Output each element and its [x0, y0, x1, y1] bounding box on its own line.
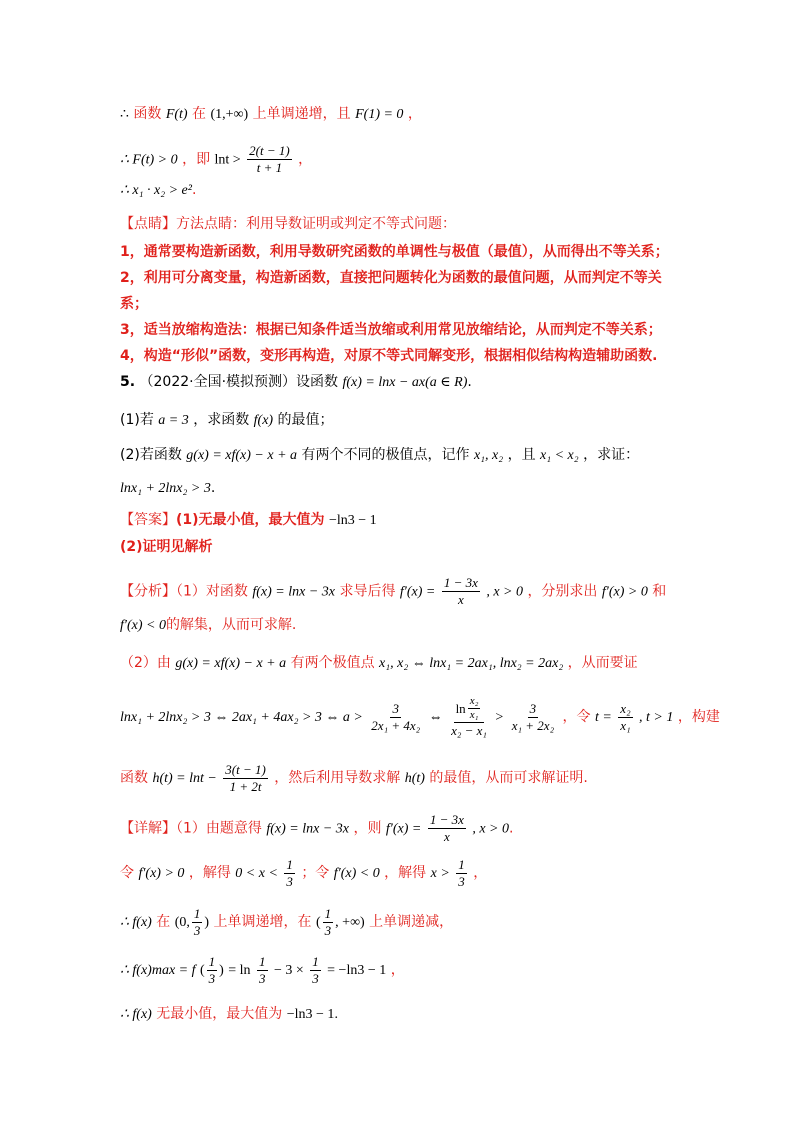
- fraction: [323, 906, 334, 939]
- math: , x > 0: [472, 821, 509, 837]
- denominator: t + 1: [256, 160, 283, 175]
- math: f′(x) > 0: [138, 866, 185, 881]
- math: f′(x) =: [399, 584, 436, 600]
- math: lnx₁ + 2lnx₂ > 3: [120, 481, 211, 496]
- denominator: 3: [324, 922, 332, 938]
- text: 有两个极值点: [290, 655, 375, 671]
- fraction: [428, 812, 466, 845]
- math: f(x) = lnx − 3x: [252, 584, 336, 600]
- numerator: x₂: [620, 700, 631, 716]
- denominator: 3: [312, 970, 319, 986]
- line-2: [120, 143, 312, 176]
- text: ，求函数: [193, 412, 250, 428]
- math: −ln3 − 1: [286, 1007, 335, 1022]
- text: (2)若函数: [120, 447, 182, 463]
- text: 令: [120, 865, 134, 881]
- text: ，令: [562, 709, 591, 725]
- detail-line-2: [120, 856, 487, 891]
- fraction: [284, 857, 295, 890]
- text: ，: [407, 106, 422, 122]
- denominator: 1 + 2t: [229, 778, 262, 794]
- text: 上单调递减，: [369, 914, 454, 930]
- question-5: [120, 372, 472, 393]
- text: ，且: [507, 447, 536, 463]
- answer-line-2: (2)证明见解析: [120, 539, 213, 555]
- analysis-line-1: [120, 575, 666, 608]
- text: ，构建: [677, 709, 720, 725]
- text: 求导后得: [339, 583, 396, 600]
- tip-heading: 【点睛】方法点睛：利用导数证明或判定不等式问题：: [120, 216, 456, 232]
- math: ∴ f(x): [120, 915, 152, 930]
- numerator: 1: [324, 905, 332, 921]
- numerator: [454, 695, 485, 723]
- math: −ln3 − 1: [329, 513, 377, 528]
- math: , +∞): [335, 915, 365, 930]
- numerator: x₂: [469, 695, 479, 707]
- fraction: [247, 143, 292, 176]
- numerator: 2(t − 1): [249, 143, 290, 158]
- math: .: [334, 1007, 338, 1022]
- denominator: 3: [259, 970, 266, 986]
- denominator: x: [443, 829, 450, 844]
- tip-point-1: 1，通常要构造新函数，利用导数研究函数的单调性与极值（最值），从而得出不等关系；: [120, 244, 669, 260]
- tip-point-2-cont: 系；: [120, 296, 148, 312]
- tip-point-3: 3，适当放缩构造法：根据已知条件适当放缩或利用常见放缩结论，从而判定不等关系；: [120, 322, 662, 338]
- math: F(t): [165, 107, 188, 122]
- denominator: x₁ + 2x₂: [511, 717, 555, 733]
- math: (0,: [174, 915, 190, 930]
- fraction: [257, 954, 268, 987]
- text: (1)若: [120, 412, 154, 428]
- text: 的最值，从而可求解证明.: [429, 770, 588, 786]
- math: − 3 ×: [273, 963, 304, 978]
- math: f(x) = lnx − 3x: [266, 821, 350, 837]
- fraction: [510, 701, 556, 734]
- line-3: [120, 180, 196, 201]
- fraction: [618, 701, 632, 734]
- detail-line-1: [120, 812, 513, 845]
- fraction: [468, 695, 481, 722]
- math: ): [204, 915, 210, 930]
- numerator: 1 − 3x: [443, 575, 478, 590]
- text: .: [467, 374, 472, 390]
- math: , x > 0: [486, 584, 523, 600]
- math: >: [495, 710, 504, 725]
- text: ，: [390, 962, 405, 978]
- math: ): [219, 963, 224, 978]
- text: 有两个不同的极值点，记作: [301, 447, 470, 463]
- denominator: 3: [193, 922, 201, 938]
- question-part-1: [120, 410, 334, 431]
- text: 在: [192, 106, 207, 122]
- text: 的最值；: [277, 412, 334, 428]
- math: f′(x) < 0: [120, 618, 166, 633]
- math: ln: [455, 700, 466, 716]
- text: (1)无最小值，最大值为: [176, 512, 325, 528]
- math: x₁ < x₂: [540, 448, 579, 463]
- math: x₁, x₂ ⇔ lnx₁ = 2ax₁, lnx₂ = 2ax₂: [379, 656, 564, 671]
- question-part-2-inequality: [120, 478, 215, 499]
- denominator: x: [457, 592, 464, 607]
- math: = −ln3 − 1: [327, 963, 387, 978]
- text: 函数: [120, 770, 148, 786]
- answer-line-1: [120, 510, 377, 531]
- denominator: 3: [208, 970, 216, 986]
- numerator: 1 − 3x: [429, 812, 464, 827]
- text: 无最小值，最大值为: [156, 1006, 283, 1022]
- denominator: 2x₁ + 4x₂: [371, 717, 421, 733]
- text: ，从而要证: [567, 655, 638, 671]
- denominator: 3: [458, 873, 465, 889]
- text: ，则: [353, 820, 382, 837]
- fraction: [223, 762, 268, 795]
- text: ，: [298, 151, 313, 168]
- math: t =: [595, 710, 612, 725]
- fraction: [442, 575, 480, 608]
- math: f(x) = lnx − ax(a ∈ R): [342, 375, 468, 390]
- denominator: x₁: [620, 717, 631, 733]
- math: ∴ f(x)max = f: [120, 963, 196, 978]
- math: x₁, x₂: [473, 448, 504, 463]
- fraction: [369, 701, 422, 734]
- math: (1,+∞): [210, 107, 249, 122]
- fraction: [207, 954, 218, 987]
- text: ，然后利用导数求解: [274, 770, 401, 786]
- denominator: x₁: [469, 709, 479, 721]
- math: f′(x) < 0: [333, 866, 380, 881]
- text: 【详解】: [120, 820, 176, 837]
- math: 0 < x <: [235, 866, 278, 881]
- text: ，解得: [188, 865, 231, 881]
- text: ，分别求出: [527, 583, 598, 600]
- detail-line-5: [120, 1004, 338, 1025]
- analysis-line-3: [120, 695, 720, 739]
- math: f(x): [253, 413, 274, 428]
- text: ，: [473, 865, 488, 881]
- math: f′(x) > 0: [601, 584, 648, 600]
- math: , t > 1: [639, 710, 674, 725]
- fraction: [192, 906, 203, 939]
- text: （2）由: [120, 655, 171, 671]
- math: x >: [430, 866, 450, 881]
- denominator: x₂ − x₁: [451, 723, 487, 738]
- math: ∴ x₁ · x₂ > e²: [120, 183, 192, 198]
- detail-line-4: [120, 952, 405, 989]
- text: 【分析】: [120, 583, 176, 600]
- math: lnx₁ + 2lnx₂ > 3 ⇔ 2ax₁ + 4ax₂ > 3 ⇔ a >: [120, 710, 363, 725]
- text: 在: [156, 914, 171, 930]
- numerator: 1: [259, 953, 266, 969]
- tip-point-2: 2，利用可分离变量，构造新函数，直接把问题转化为函数的最值问题，从而判定不等关: [120, 270, 662, 286]
- text: ，即: [182, 151, 211, 168]
- math: ∴ f(x): [120, 1007, 152, 1022]
- numerator: 1: [208, 953, 216, 969]
- fraction: [310, 954, 321, 987]
- text: 上单调递增，且: [252, 106, 351, 122]
- fraction: [456, 857, 467, 890]
- math: (: [316, 915, 321, 930]
- math: ⇔: [428, 710, 443, 725]
- denominator: 3: [286, 873, 293, 889]
- text: （1）对函数: [176, 583, 248, 600]
- text: 和: [652, 583, 667, 600]
- question-part-2: [120, 445, 639, 466]
- math: h(t): [404, 771, 425, 786]
- math: (: [199, 963, 205, 978]
- text: 函数: [133, 106, 162, 122]
- analysis-line-1-cont: [120, 615, 296, 636]
- math: ∴ F(t) > 0: [120, 152, 178, 168]
- text: （2022·全国·模拟预测）设函数: [139, 374, 339, 390]
- math: g(x) = xf(x) − x + a: [175, 656, 287, 671]
- text: 的解集，从而可求解.: [165, 617, 297, 633]
- line-1: [120, 104, 422, 125]
- numerator: 1: [458, 856, 465, 872]
- numerator: 1: [193, 905, 201, 921]
- tip-point-4: 4，构造“形似”函数，变形再构造，对原不等式同解变形，根据相似结构构造辅助函数.: [120, 348, 658, 364]
- detail-line-3: [120, 904, 453, 941]
- numerator: 3(t − 1): [225, 761, 266, 777]
- math: = ln: [228, 963, 251, 978]
- therefore-symbol: ∴: [120, 107, 129, 122]
- text: .: [191, 182, 197, 198]
- text: （1）由题意得: [176, 820, 262, 837]
- math: a = 3: [158, 413, 189, 428]
- text: 上单调递增，在: [213, 914, 312, 930]
- text: .: [508, 820, 514, 837]
- numerator: 3: [392, 700, 399, 716]
- numerator: 1: [312, 953, 319, 969]
- math: f′(x) =: [385, 821, 422, 837]
- numerator: 3: [529, 700, 537, 716]
- math: F(1) = 0: [355, 107, 404, 122]
- analysis-line-2: [120, 653, 638, 674]
- text: ；令: [301, 865, 330, 881]
- text: 5.: [120, 374, 136, 390]
- text: .: [210, 480, 216, 496]
- text: ，求证：: [583, 447, 640, 463]
- math: g(x) = xf(x) − x + a: [186, 448, 298, 463]
- analysis-line-4: [120, 760, 588, 797]
- text: 【答案】: [120, 512, 176, 528]
- text: ，解得: [384, 865, 427, 881]
- math: h(t) = lnt −: [152, 771, 217, 786]
- fraction-log: [449, 695, 489, 739]
- math: lnt >: [214, 152, 241, 168]
- numerator: 1: [286, 856, 293, 872]
